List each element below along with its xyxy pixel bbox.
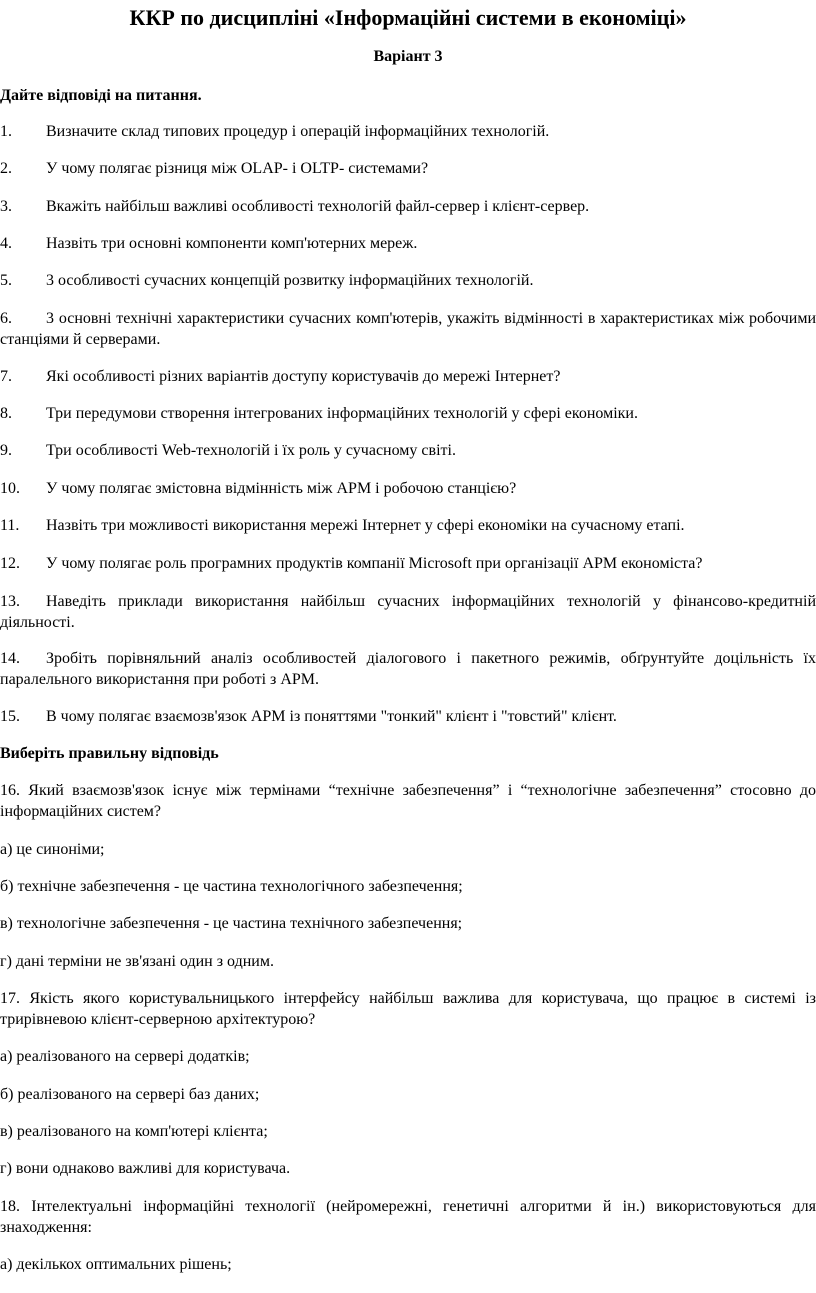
question-text: Визначите склад типових процедур і операцій інформаційних технологій. [46, 123, 550, 140]
question-number: 13. [0, 593, 20, 610]
question-item [0, 233, 816, 254]
question-item [0, 196, 816, 217]
mc-option: в) реалізованого на комп'ютері клієнта; [0, 1123, 268, 1140]
question-item [0, 308, 816, 350]
question-text: Наведіть приклади використання найбільш сучасних інформаційних технологій у фінансово-кредитній діяльності. [0, 593, 816, 631]
mc-question: 17. Якість якого користувальницького інтерфейсу найбільш важлива для користувача, що працює в системі із трирівневою клієнт-серверною архітектурою? [0, 990, 816, 1028]
question-number: 6. [0, 310, 12, 327]
question-text: Три передумови створення інтегрованих інформаційних технологій у сфері економіки. [46, 405, 638, 422]
mc-option: г) дані терміни не зв'язані один з одним. [0, 953, 274, 970]
question-number: 8. [0, 405, 12, 422]
question-text: У чому полягає змістовна відмінність між АРМ і робочою станцією? [46, 480, 517, 497]
question-item [0, 366, 816, 387]
mc-option: г) вони однаково важливі для користувача. [0, 1160, 291, 1177]
question-item [0, 270, 816, 291]
question-number: 3. [0, 198, 12, 215]
question-item [0, 553, 816, 574]
question-number: 12. [0, 555, 20, 572]
question-text: Зробіть порівняльний аналіз особливостей діалогового і пакетного режимів, обґрунтуйте доцільність їх паралельного використання при роботі з АРМ. [0, 650, 816, 688]
question-number: 15. [0, 708, 20, 725]
question-text: 3 основні технічні характеристики сучасних комп'ютерів, укажіть відмінності в характеристиках між робочими станціями й серверами. [0, 310, 816, 348]
question-number: 14. [0, 650, 20, 667]
mc-option: а) це синоніми; [0, 841, 105, 858]
question-text: У чому полягає роль програмних продуктів компанії Microsoft при організації АРМ економіста? [46, 555, 703, 572]
question-text: Три особливості Web-технологій і їх роль у сучасному світі. [46, 442, 456, 459]
question-item [0, 591, 816, 633]
question-item [0, 648, 816, 690]
mc-option: а) декількох оптимальних рішень; [0, 1256, 232, 1273]
question-item [0, 440, 816, 461]
question-text: Назвіть три можливості використання мережі Інтернет у сфері економіки на сучасному етапі. [46, 517, 685, 534]
question-item [0, 515, 816, 536]
document-title: ККР по дисципліні «Інформаційні системи в економіці» [129, 5, 687, 30]
variant-label: Варіант 3 [373, 48, 443, 65]
question-number: 4. [0, 235, 12, 252]
question-text: В чому полягає взаємозв'язок АРМ із поняттями "тонкий" клієнт і "товстий" клієнт. [46, 708, 617, 725]
question-item [0, 121, 816, 142]
question-item [0, 706, 816, 727]
mc-option: в) технологічне забезпечення - це частина технічного забезпечення; [0, 915, 463, 932]
question-number: 10. [0, 480, 20, 497]
question-text: 3 особливості сучасних концепцій розвитку інформаційних технологій. [46, 272, 534, 289]
question-text: У чому полягає різниця між OLAP- і OLTP- системами? [46, 160, 429, 177]
question-item [0, 478, 816, 499]
mc-question: 18. Інтелектуальні інформаційні технології (нейромережні, генетичні алгоритми й ін.) використовуються для знаходження: [0, 1198, 816, 1236]
question-number: 11. [0, 517, 20, 534]
question-text: Які особливості різних варіантів доступу користувачів до мережі Інтернет? [46, 368, 561, 385]
question-number: 2. [0, 160, 12, 177]
question-number: 7. [0, 368, 12, 385]
question-number: 5. [0, 272, 12, 289]
question-number: 1. [0, 123, 12, 140]
mc-option: б) реалізованого на сервері баз даних; [0, 1086, 260, 1103]
question-text: Вкажіть найбільш важливі особливості технологій файл-сервер і клієнт-сервер. [46, 198, 590, 215]
question-text: Назвіть три основні компоненти комп'ютерних мереж. [46, 235, 418, 252]
mc-option: а) реалізованого на сервері додатків; [0, 1048, 250, 1065]
mc-question: 16. Який взаємозв'язок існує між термінами “технічне забезпечення” і “технологічне забезпечення” стосовно до інформаційних систем? [0, 782, 816, 820]
question-number: 9. [0, 442, 12, 459]
question-item [0, 403, 816, 424]
question-item [0, 158, 816, 179]
section-heading-choice: Виберіть правильну відповідь [0, 745, 219, 762]
mc-option: б) технічне забезпечення - це частина технологічного забезпечення; [0, 878, 463, 895]
section-heading-questions: Дайте відповіді на питання. [0, 87, 202, 104]
